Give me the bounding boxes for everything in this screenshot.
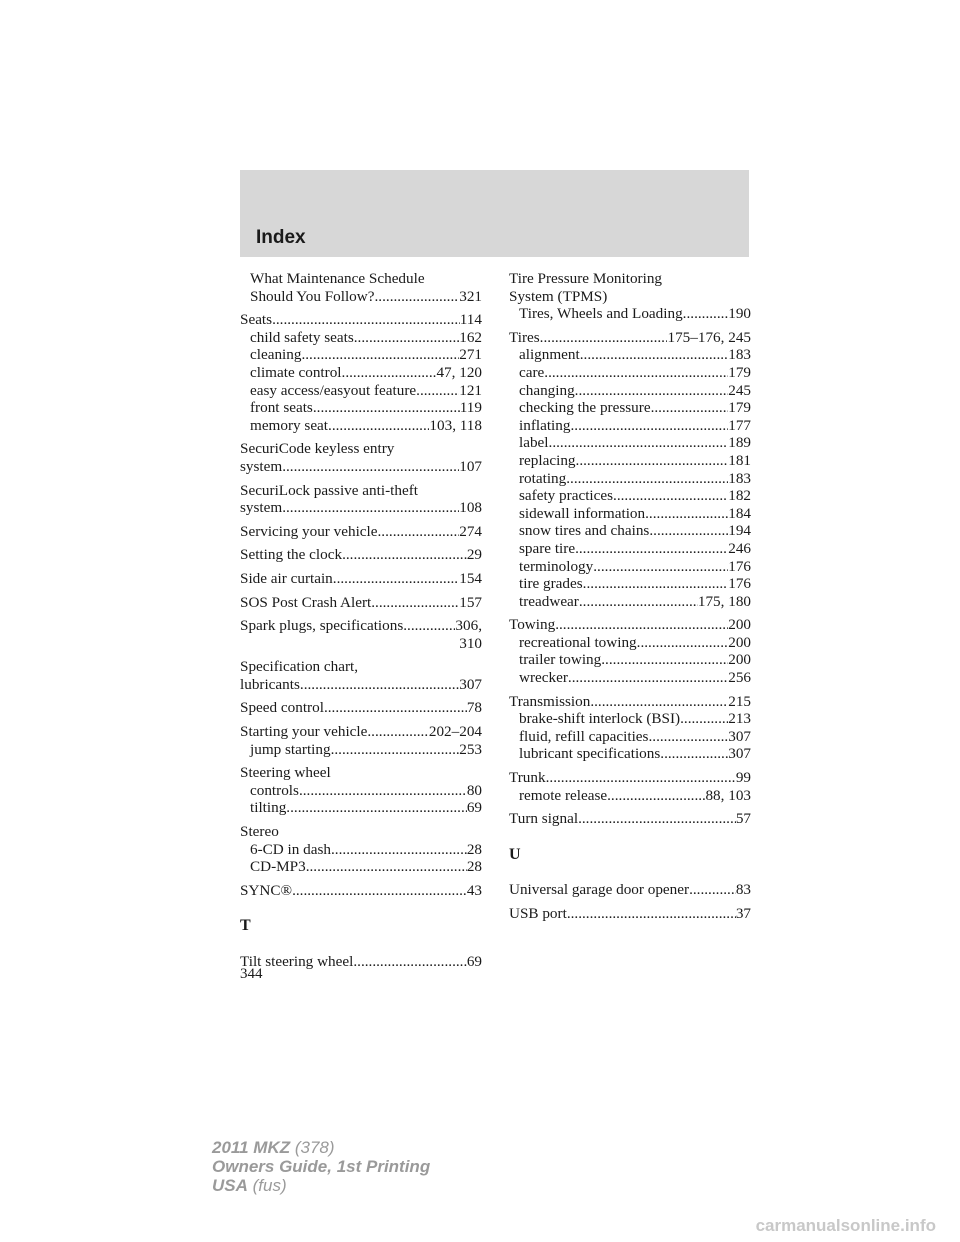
entry-page-ref: 157 [459,593,482,611]
entry-page-ref: 83 [735,881,751,899]
dot-leader [570,417,728,435]
entry-page-ref: 182 [728,487,751,505]
entry-term: Speed control [240,699,324,717]
entry-page-ref: 183 [728,469,751,487]
index-entry [509,787,751,805]
entry-term: wrecker [519,669,568,687]
footer-market: USA [212,1176,248,1195]
entry-term: USB port [509,905,567,922]
footer-market-code: (fus) [252,1176,287,1195]
dot-leader [568,669,728,687]
entry-term: remote release [519,786,608,804]
dot-leader [566,470,728,488]
index-entry [509,728,751,746]
entry-page-ref: 271 [459,346,482,364]
entry-page-ref: 162 [459,328,482,346]
entry-term: tilting [250,799,287,817]
entry-page-ref: 307 [728,727,751,745]
entry-term: Towing [509,616,556,634]
page-number: 344 [240,966,263,982]
entry-term: Tilt steering wheel [240,953,354,970]
dot-leader [282,458,459,476]
entry-term: Trunk [509,769,546,787]
index-entry [509,288,751,306]
entry-page-ref: 190 [728,305,751,323]
header-band [240,170,749,257]
index-entry [240,699,482,717]
index-entry [509,487,751,505]
entry-term: Stereo [240,823,279,841]
index-entry [240,953,482,971]
index-entry [240,346,482,364]
entry-page-ref: 321 [459,287,482,305]
dot-leader [353,953,466,971]
entry-term: Should You Follow? [250,287,375,305]
entry-page-ref: 37 [735,905,751,922]
index-entry [509,305,751,323]
dot-leader [660,745,728,763]
entry-term: label [519,434,549,452]
entry-page-ref: 57 [735,810,751,828]
index-entry [509,382,751,400]
index-entry [509,452,751,470]
dot-leader [607,787,705,805]
dot-leader [354,329,459,347]
dot-leader [301,346,459,364]
index-entry [509,505,751,523]
entry-term: Universal garage door opener [509,881,690,899]
entry-page-ref: 200 [728,651,751,669]
dot-leader [683,305,729,323]
dot-leader [375,288,460,306]
index-entry [240,382,482,400]
index-entry [509,522,751,540]
dot-leader [540,329,668,347]
dot-leader [331,841,467,859]
entry-term: Side air curtain [240,569,333,587]
entry-term: spare tire [519,539,576,557]
entry-term: CD-MP3 [250,858,306,876]
entry-term: system [240,499,283,517]
entry-page-ref: 307 [728,745,751,763]
index-entry [509,364,751,382]
index-entry [240,482,482,500]
entry-page-ref: 194 [728,522,751,540]
dot-leader [306,858,467,876]
dot-leader [544,364,728,382]
index-entry [509,329,751,347]
index-entry [509,616,751,634]
index-entry [509,346,751,364]
entry-term: sidewall information [519,504,646,522]
index-entry [240,440,482,458]
entry-page-ref: 177 [728,416,751,434]
entry-term: replacing [519,451,576,469]
index-entry [240,841,482,859]
entry-term: Steering wheel [240,764,331,782]
entry-term: easy access/easyout feature [250,381,417,399]
entry-term: Starting your vehicle [240,723,368,741]
dot-leader [342,364,437,382]
entry-page-ref: 78 [466,699,482,717]
entry-term: terminology [519,557,594,575]
entry-term: Seats [240,311,273,329]
entry-term: SYNC® [240,881,293,899]
index-entry [240,288,482,306]
entry-page-ref: 179 [728,363,751,381]
index-entry [240,723,482,741]
entry-term: brake-shift interlock (BSI) [519,710,681,728]
entry-page-ref: 108 [459,499,482,517]
dot-leader [286,799,467,817]
entry-page-ref: 69 [466,953,482,970]
entry-term: alignment [519,346,580,364]
dot-leader [313,399,460,417]
entry-term: treadwear [519,592,579,610]
entry-page-ref: 213 [728,710,751,728]
index-entry [240,676,482,694]
index-entry [240,782,482,800]
dot-leader [645,505,728,523]
entry-page-ref: 80 [466,781,482,799]
index-entry [240,858,482,876]
entry-page-ref: 29 [466,546,482,564]
footer-edition: Owners Guide, 1st Printing [212,1157,431,1176]
index-entry [240,499,482,517]
dot-leader [378,523,460,541]
index-entry [509,270,751,288]
dot-leader [583,575,729,593]
dot-leader [333,570,459,588]
entry-term: fluid, refill capacities [519,727,649,745]
entry-page-ref: 176 [728,557,751,575]
entry-term: checking the pressure [519,399,651,417]
entry-term: SOS Post Crash Alert [240,593,372,611]
footer [212,1138,430,1195]
entry-term: changing [519,381,575,399]
entry-term: Specification chart, [240,658,359,676]
entry-page-ref: 47, 120 [436,363,482,381]
dot-leader [576,452,729,470]
index-entry [240,658,482,676]
dot-leader [689,881,736,899]
index-entry [240,617,482,635]
entry-term: Transmission [509,692,591,710]
entry-page-ref: 307 [459,675,482,693]
dot-leader [324,699,467,717]
index-entry [509,905,751,923]
entry-page-ref: 202–204 [428,723,482,741]
entry-term: front seats [250,399,313,417]
index-entry [240,311,482,329]
footer-model: 2011 MKZ [212,1138,291,1157]
entry-page-ref: 99 [735,769,751,787]
dot-leader [680,710,728,728]
index-entry [240,417,482,435]
dot-leader [580,346,728,364]
dot-leader [367,723,428,741]
entry-term: system [240,457,283,475]
entry-page-ref: 200 [728,616,751,634]
dot-leader [546,769,736,787]
entry-page-ref: 154 [459,569,482,587]
index-entry [240,329,482,347]
dot-leader [331,741,460,759]
index-entry: 310 [459,634,482,652]
dot-leader [593,558,728,576]
entry-page-ref: 245 [728,381,751,399]
entry-term: Tires, Wheels and Loading [519,305,683,323]
index-entry [240,882,482,900]
dot-leader [575,540,728,558]
index-entry [240,799,482,817]
section-title: Index [256,227,306,248]
entry-page-ref: 246 [728,539,751,557]
entry-term: tire grades [519,575,583,593]
dot-leader [578,810,736,828]
index-entry [509,881,751,899]
entry-page-ref: 181 [728,451,751,469]
index-entry [240,741,482,759]
entry-term: Servicing your vehicle [240,522,378,540]
entry-term: Spark plugs, specifications [240,617,404,635]
entry-page-ref: 253 [459,740,482,758]
entry-page-ref: 189 [728,434,751,452]
footer-code: (378) [294,1138,335,1157]
index-entry [509,593,751,611]
entry-term: recreational towing [519,633,637,651]
dot-leader [637,634,729,652]
dot-leader [299,782,467,800]
entry-page-ref: 121 [459,381,482,399]
entry-term: 6-CD in dash [250,840,331,858]
watermark: carmanualsonline.info [755,1216,936,1235]
entry-page-ref: 256 [728,669,751,687]
entry-term: climate control [250,363,342,381]
index-entry [240,546,482,564]
dot-leader [651,399,729,417]
dot-leader [649,522,728,540]
dot-leader [403,617,455,635]
entry-term: Tire Pressure Monitoring [509,270,663,287]
index-entry [240,399,482,417]
index-entry [509,399,751,417]
entry-page-ref: 215 [728,692,751,710]
index-entry [509,575,751,593]
index-entry [509,417,751,435]
dot-leader [549,434,729,452]
index-entry [509,434,751,452]
entry-page-ref: 200 [728,633,751,651]
index-entry [240,570,482,588]
index-entry [240,364,482,382]
index-entry [240,764,482,782]
entry-term: care [519,363,545,381]
index-entry [240,270,482,288]
index-entry [240,594,482,612]
entry-term: What Maintenance Schedule [250,270,425,287]
entry-page-ref: 107 [459,457,482,475]
dot-leader [567,905,736,923]
dot-leader [590,693,728,711]
entry-term: lubricant specifications [519,745,661,763]
entry-term: Setting the clock [240,546,343,564]
index-letter-heading: T [240,917,251,935]
dot-leader [648,728,728,746]
dot-leader [416,382,459,400]
index-column-right [509,270,751,923]
dot-leader [601,651,728,669]
entry-page-ref: 103, 118 [429,416,482,434]
entry-term: trailer towing [519,651,602,669]
entry-term: snow tires and chains [519,522,650,540]
dot-leader [371,594,459,612]
index-letter-heading: U [509,845,521,863]
entry-term: System (TPMS) [509,287,608,305]
entry-page-ref: 175–176, 245 [667,328,751,346]
entry-term: Tires [509,328,540,346]
dot-leader [300,676,459,694]
entry-page-ref: 28 [466,840,482,858]
dot-leader [272,311,460,329]
index-entry [509,558,751,576]
entry-term: SecuriLock passive anti-theft [240,481,418,499]
entry-term: lubricants [240,675,300,693]
index-entry [509,693,751,711]
index-entry [509,651,751,669]
dot-leader [613,487,728,505]
entry-term: cleaning [250,346,302,364]
entry-term: safety practices [519,487,614,505]
entry-page-ref: 306, [455,617,482,635]
entry-page-ref: 179 [728,399,751,417]
dot-leader [292,882,467,900]
dot-leader [342,546,467,564]
dot-leader [282,499,459,517]
index-entry [240,458,482,476]
index-entry [509,470,751,488]
entry-term: memory seat [250,416,329,434]
index-entry [509,745,751,763]
index-column-left [240,270,482,971]
index-entry [240,523,482,541]
entry-page-ref: 274 [459,522,482,540]
entry-term: rotating [519,469,567,487]
index-entry [240,823,482,841]
entry-term: inflating [519,416,571,434]
dot-leader [575,382,729,400]
entry-page-ref: 184 [728,504,751,522]
index-entry [509,540,751,558]
entry-page-ref: 175, 180 [697,592,751,610]
entry-page-ref: 28 [466,858,482,876]
index-entry [509,810,751,828]
dot-leader [328,417,429,435]
entry-term: controls [250,781,299,799]
index-entry [509,769,751,787]
entry-page-ref: 183 [728,346,751,364]
index-entry [509,710,751,728]
index-entry [509,669,751,687]
entry-term: SecuriCode keyless entry [240,440,395,458]
index-entry [509,634,751,652]
entry-term: Turn signal [509,810,579,828]
entry-page-ref: 43 [466,881,482,899]
entry-page-ref: 176 [728,575,751,593]
entry-page-ref: 119 [459,399,482,417]
entry-page-ref: 88, 103 [705,786,751,804]
entry-term: jump starting [250,740,331,758]
dot-leader [579,593,698,611]
entry-term: child safety seats [250,328,354,346]
entry-page-ref: 114 [459,311,482,329]
entry-page-ref: 69 [466,799,482,817]
dot-leader [555,616,728,634]
